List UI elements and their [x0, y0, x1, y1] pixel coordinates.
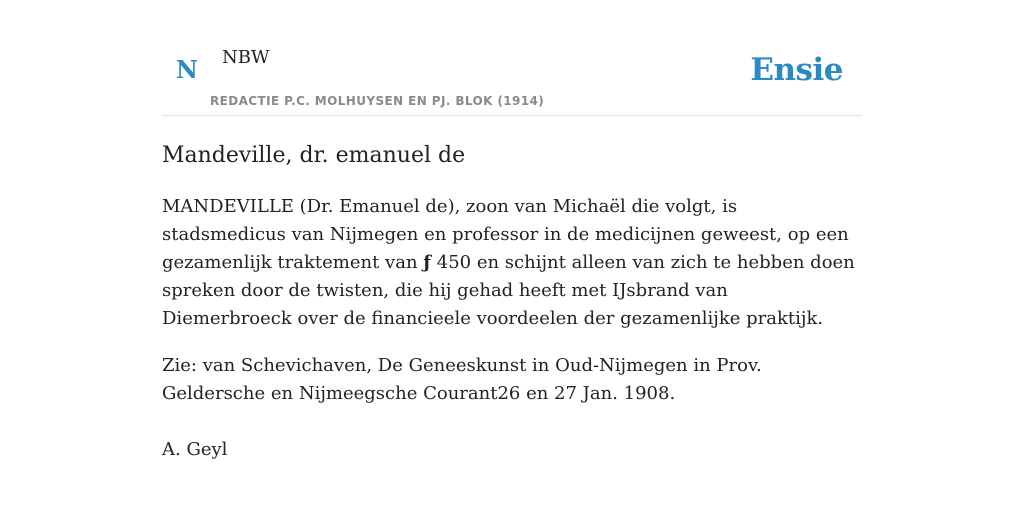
article-body-text-1: MANDEVILLE (Dr. Emanuel de), zoon van Michaël die volgt, is stadsmedicus van Nijmegen en professor in de medicijnen geweest, op een gezamenlijk traktement van [162, 196, 849, 273]
ensie-logo[interactable]: Ensie [750, 52, 843, 88]
site-header [162, 0, 862, 116]
page [162, 0, 862, 464]
source-logo[interactable]: N [176, 55, 198, 84]
article-reference: Zie: van Schevichaven, De Geneeskunst in Oud-Nijmegen in Prov. Geldersche en Nijmeegsche Courant26 en 27 Jan. 1908. [162, 355, 762, 404]
article-body-text-2: 450 en schijnt alleen van zich te hebben doen spreken door de twisten, die hij gehad heeft met IJsbrand van Diemerbroeck over de financieele voordeelen der gezamenlijke praktijk. [162, 252, 855, 329]
florin-symbol: ƒ [423, 252, 432, 273]
article-title: Mandeville, dr. emanuel de [162, 143, 466, 168]
source-name[interactable]: NBW [222, 47, 270, 68]
article-body [162, 193, 862, 333]
source-subtitle: REDACTIE P.C. MOLHUYSEN EN PJ. BLOK (1914) [210, 94, 545, 108]
article-author: A. Geyl [162, 439, 228, 460]
